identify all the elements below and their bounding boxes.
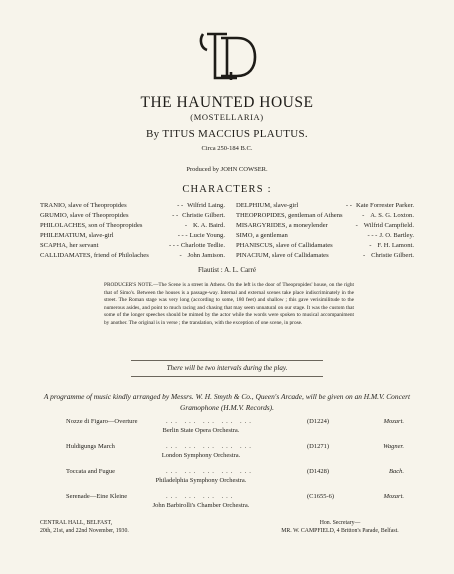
cast-role: CALLIDAMATES, friend of Philolaches	[40, 252, 149, 259]
cast-role: PHILEMATIUM, slave-girl	[40, 232, 114, 239]
cast-leader: - -	[345, 202, 352, 209]
music-title: Huldigungs March	[66, 443, 115, 450]
music-performer: John Barbirolli's Chamber Orchestra.	[152, 502, 250, 509]
music-item	[66, 418, 418, 443]
dates-line: 20th, 21st, and 22nd November, 1930.	[40, 528, 129, 535]
author-dates: Circa 250-184 B.C.	[201, 145, 253, 152]
cast-row	[40, 201, 225, 211]
cast-actor: K. A. Baird.	[192, 222, 225, 229]
cast-actor: F. H. Lamont.	[377, 242, 414, 249]
cast-row	[236, 221, 414, 231]
cast-role: DELPHIUM, slave-girl	[236, 202, 299, 209]
music-title: Toccata and Fugue	[66, 468, 115, 475]
music-catalogue: (C1655-6)	[307, 493, 335, 500]
music-catalogue: (D1428)	[307, 468, 330, 475]
music-composer: Bach.	[389, 468, 404, 475]
music-item	[66, 493, 418, 518]
cast-leader: -	[363, 252, 366, 259]
cast-role: PINACIUM, slave of Callidamates	[236, 252, 329, 259]
cast-leader: - -	[172, 212, 179, 219]
cast-actor: Wilfrid Laing.	[187, 202, 225, 209]
music-list	[66, 418, 418, 518]
music-leader: ... ... ... ... ...	[166, 418, 254, 425]
cast-leader: -	[362, 212, 365, 219]
cast-actor: J. O. Bartley.	[379, 232, 414, 239]
secretary-address: MR. W. CAMPFIELD, 4 Britton's Parade, Belfast.	[281, 528, 399, 535]
author-line: By TITUS MACCIUS PLAUTUS.	[146, 128, 308, 140]
cast-row	[40, 221, 225, 231]
cast-leader: - - -	[177, 232, 188, 239]
cast-actor: Christie Gilbert.	[371, 252, 414, 259]
music-performer: Philadelphia Symphony Orchestra.	[155, 477, 247, 484]
divider-top	[131, 360, 323, 361]
music-leader: ... ... ... ... ...	[166, 443, 254, 450]
cast-actor: Kate Forrester Parker.	[355, 202, 414, 209]
cast-role: SCAPHA, her servant	[40, 242, 99, 249]
divider-bottom	[131, 376, 323, 377]
music-performer: London Symphony Orchestra.	[161, 452, 241, 459]
cast-leader: - - -	[168, 242, 179, 249]
cast-role: TRANIO, slave of Theopropides	[40, 202, 127, 209]
cast-actor: John Jamison.	[187, 252, 225, 259]
music-title: Nozze di Figaro—Overture	[66, 418, 138, 425]
cast-role: SIMO, a gentleman	[236, 232, 288, 239]
cast-leader: -	[179, 252, 182, 259]
cast-row	[40, 241, 225, 251]
music-catalogue: (D1271)	[307, 443, 330, 450]
cast-role: PHILOLACHES, son of Theopropides	[40, 222, 143, 229]
cast-row	[236, 211, 414, 221]
cast-row	[40, 231, 225, 241]
secretary-footer	[265, 519, 415, 535]
cast-row	[40, 251, 225, 261]
venue-line: CENTRAL HALL, BELFAST,	[40, 520, 113, 526]
music-title: Serenade—Eine Kleine	[66, 493, 128, 500]
cast-row	[236, 241, 414, 251]
music-catalogue: (D1224)	[307, 418, 330, 425]
producers-note: PRODUCER'S NOTE.—The Scene is a street in Athens. On the left is the door of Theopropides' house, on the right that of Simo's. Between the houses is a passage-way. Internal and external scenes take place indiscriminately in the street. The Roman stage was very long (according to some, 180 feet) and shallow ; this gave verisimilitude to the numerous asides, and point to much racing and chasing that may seem unnatural on our stage. It was the custom that some of the longer speeches should be mimed by the actor while the words were spoken to musical accompaniment by another. The original is in verse ; the translation, with the exception of one scene, in prose.	[104, 282, 354, 326]
cast-list-left	[40, 201, 225, 261]
cast-row	[236, 251, 414, 261]
cast-actor: Lucie Young.	[189, 232, 225, 239]
flautist-credit: Flautist : A. L. Carré	[198, 266, 256, 274]
cast-leader: -	[355, 222, 358, 229]
cast-role: THEOPROPIDES, gentleman of Athens	[236, 212, 343, 219]
cast-leader: -	[184, 222, 188, 229]
cast-leader: - -	[177, 202, 184, 209]
music-performer: Berlin State Opera Orchestra.	[162, 427, 240, 434]
music-composer: Mozart.	[383, 418, 404, 425]
cast-role: MISARGYRIDES, a moneylender	[236, 222, 328, 229]
cast-leader: - - -	[367, 232, 378, 239]
cast-actor: Christie Gilbert.	[182, 212, 225, 219]
music-item	[66, 468, 418, 493]
music-programme-note: A programme of music kindly arranged by Messrs. W. H. Smyth & Co., Queen's Arcade, will be given on an H.M.V. Concert Gramophone (H.M.V. Records).	[43, 392, 411, 412]
cast-list-right	[236, 201, 414, 261]
play-subtitle: (MOSTELLARIA)	[190, 112, 264, 122]
cast-row	[40, 211, 225, 221]
play-title: THE HAUNTED HOUSE	[140, 94, 314, 111]
cast-row	[236, 231, 414, 241]
cast-actor: Wilfrid Campfield.	[363, 222, 414, 229]
characters-heading: CHARACTERS :	[182, 184, 272, 195]
cast-role: PHANISCUS, slave of Callidamates	[236, 242, 333, 249]
venue-footer	[40, 519, 129, 535]
music-item	[66, 443, 418, 468]
music-composer: Mozart.	[383, 493, 404, 500]
music-leader: ... ... ... ... ...	[166, 468, 254, 475]
producer-line: Produced by JOHN COWSER.	[186, 166, 268, 173]
music-composer: Wagner.	[383, 443, 404, 450]
cast-row	[236, 201, 414, 211]
cast-role: GRUMIO, slave of Theopropides	[40, 212, 129, 219]
music-leader: ... ... ... ...	[166, 493, 236, 500]
cast-leader: -	[369, 242, 372, 249]
cast-actor: Charlotte Tedlie.	[180, 242, 225, 249]
secretary-heading: Hon. Secretary—	[319, 520, 361, 526]
monogram-logo	[197, 28, 259, 86]
intervals-notice: There will be two intervals during the play.	[166, 364, 288, 372]
cast-actor: A. S. G. Loxton.	[370, 212, 414, 219]
